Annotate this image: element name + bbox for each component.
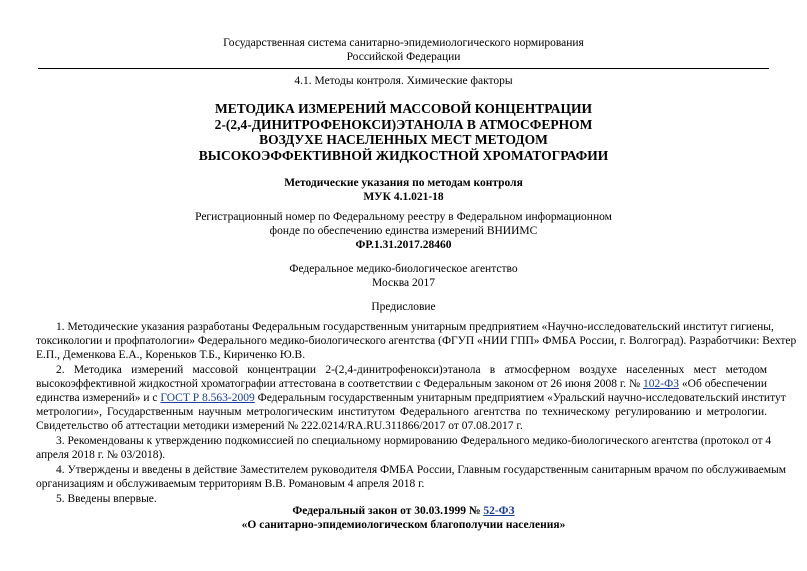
guidelines-block	[0, 176, 807, 204]
item-1-line-3: Е.П., Деменкова Е.А., Кореньков Т.Б., Кириченко Ю.В.	[36, 349, 306, 361]
registration-line-1: Регистрационный номер по Федеральному реестру в Федеральном информационном	[195, 211, 612, 223]
title-line-2: 2-(2,4-ДИНИТРОФЕНОКСИ)ЭТАНОЛА В АТМОСФЕРНОМ	[214, 116, 593, 132]
foreword-item-3	[36, 434, 772, 462]
item-4-line-1: 4. Утверждены и введены в действие Заместителем руководителя ФМБА России, Главным государственным санитарным врачом по обслуживаемым	[56, 464, 787, 476]
document-title	[0, 101, 807, 163]
foreword-item-1	[36, 320, 797, 362]
agency-block	[0, 262, 807, 290]
item-2-line-3-text: единства измерений» и с	[36, 392, 158, 404]
gost-r-8-563-2009-link[interactable]: ГОСТ Р 8.563-2009	[160, 392, 255, 404]
agency-name: Федеральное медико-биологическое агентство	[289, 263, 518, 275]
title-line-1: МЕТОДИКА ИЗМЕРЕНИЙ МАССОВОЙ КОНЦЕНТРАЦИИ	[214, 101, 593, 116]
item-2-line-2-tail: «Об обеспечении	[681, 378, 767, 390]
header-line-1: Государственная система санитарно-эпидемиологического нормирования	[223, 37, 584, 49]
title-line-4: ВЫСОКОЭФФЕКТИВНОЙ ЖИДКОСТНОЙ ХРОМАТОГРАФИИ	[198, 147, 609, 163]
guidelines-code: МУК 4.1.021-18	[363, 191, 444, 204]
foreword-title: Предисловие	[371, 301, 436, 313]
item-2-line-2-text: высокоэффективной жидкостной хроматографии аттестована в соответствии с Федеральным законом от 26 июня 2008 г. №	[36, 378, 641, 390]
law-52-fz-link[interactable]: 52-ФЗ	[483, 505, 515, 517]
title-line-3: ВОЗДУХЕ НАСЕЛЕННЫХ МЕСТ МЕТОДОМ	[259, 132, 548, 148]
section-label: 4.1. Методы контроля. Химические факторы	[294, 75, 513, 87]
item-2-line-3	[36, 391, 786, 405]
guidelines-label: Методические указания по методам контроля	[284, 177, 523, 189]
document-header	[0, 36, 807, 64]
law-102-fz-link[interactable]: 102-ФЗ	[643, 378, 679, 390]
law-line-2: «О санитарно-эпидемиологическом благополучии населения»	[241, 519, 566, 532]
agency-city-year: Москва 2017	[372, 277, 435, 290]
foreword-items	[36, 320, 797, 507]
item-2-line-1: 2. Методика измерений массовой концентрации 2-(2,4-динитрофенокси)этанола в атмосферном воздухе населенных мест методом	[56, 364, 767, 376]
item-4-line-2: организациям и обслуживаемым территориям В.В. Романовым 4 апреля 2018 г.	[36, 478, 425, 490]
item-2-line-3-tail: Федеральным государственным унитарным предприятием «Уральский научно-исследовательский институт	[257, 392, 786, 404]
item-2-line-5: Свидетельство об аттестации методики измерений № 222.0214/RA.RU.311866/2017 от 07.08.2017 г.	[36, 420, 523, 432]
item-2-line-2	[36, 377, 767, 391]
item-2-line-4: метрологии», Государственным научным метрологическим институтом Федерального агентства по техническому регулированию и метрологии.	[36, 406, 767, 418]
item-5-line-1: 5. Введены впервые.	[56, 493, 157, 505]
foreword-item-4	[36, 463, 787, 491]
item-3-line-2: апреля 2018 г. № 03/2018).	[36, 449, 166, 461]
header-divider	[38, 68, 769, 69]
law-line-1-text: Федеральный закон от 30.03.1999 №	[292, 505, 481, 517]
registration-block	[0, 210, 807, 253]
registration-line-2: фонде по обеспечению единства измерений ВНИИМС	[269, 225, 538, 238]
item-3-line-1: 3. Рекомендованы к утверждению подкомиссией по специальному нормированию Федерального медико-биологического агентства (протокол от 4	[56, 435, 772, 447]
federal-law-block	[0, 504, 807, 533]
foreword-item-2	[36, 363, 786, 433]
law-line-1	[0, 504, 807, 518]
header-line-2: Российской Федерации	[346, 51, 461, 63]
registration-number: ФР.1.31.2017.28460	[355, 239, 452, 252]
item-1-line-1: 1. Методические указания разработаны Федеральным государственным унитарным предприятием «Научно-исследовательский институт гигиены,	[56, 321, 774, 333]
item-1-line-2: токсикологии и профпатологии» Федерального медико-биологического агентства (ФГУП «НИИ ГПП» ФМБА России, г. Волгоград). Разработчики: Вехтер	[36, 335, 797, 347]
